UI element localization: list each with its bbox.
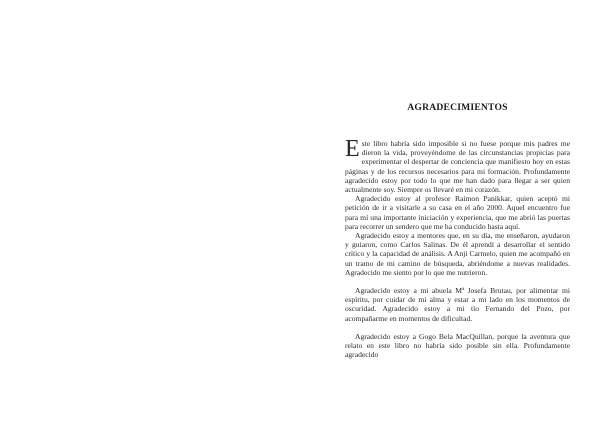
drop-cap: E bbox=[345, 136, 360, 162]
paragraph-mentors: Agradecido estoy a mentores que, en su día, me enseñaron, ayudaron y guiaron, como Carlos Salinas. De él aprendí a desarrollar el sentido crítico y la capacidad de análisis. A Anji Carmelo, quien me acompañó en un tramo de mi camino de búsqueda, abriéndome a nuevas realidades. Agradecido me siento por lo que me nutrieron. bbox=[345, 231, 570, 277]
paragraph-grandmother: Agradecido estoy a mi abuela Mª Josefa Brutau, por alimentar mi espíritu, por cuidar de mi alma y estar a mi lado en los momentos de oscuridad. Agradecido estoy a mi tío Fernando del Pozo, por acompañarme en momentos de dificultad. bbox=[345, 286, 570, 323]
acknowledgements-body bbox=[345, 136, 570, 360]
paragraph-parents bbox=[345, 136, 570, 195]
page-heading: AGRADECIMIENTOS bbox=[407, 102, 508, 113]
paragraph-gogo: Agradecido estoy a Gogo Bela MacQuillan, porque la aventura que relato en este libro no habría sido posible sin ella. Profundamente agradecido bbox=[345, 331, 570, 360]
paragraph-panikkar: Agradecido estoy al profesor Raimon Panikkar, quien aceptó mi petición de ir a visitarle a su casa en el año 2000. Aquel encuentro fue para mí una importante iniciación y experiencia, que me abrió las puertas para recorrer un sendero que me ha conducido hasta aquí. bbox=[345, 194, 570, 231]
paragraph-parents-text: ste libro habría sido imposible si no fuese porque mis padres me dieron la vida, proveyéndome de las circunstancias propicias para experimentar el despertar de conciencia que manifiesto hoy en estas páginas y de los recursos necesarios para mi formación. Profundamente agradecido estoy por todo lo que me han dado para llegar a ser quien actualmente soy. Siempre os llevaré en mi corazón. bbox=[345, 139, 570, 195]
